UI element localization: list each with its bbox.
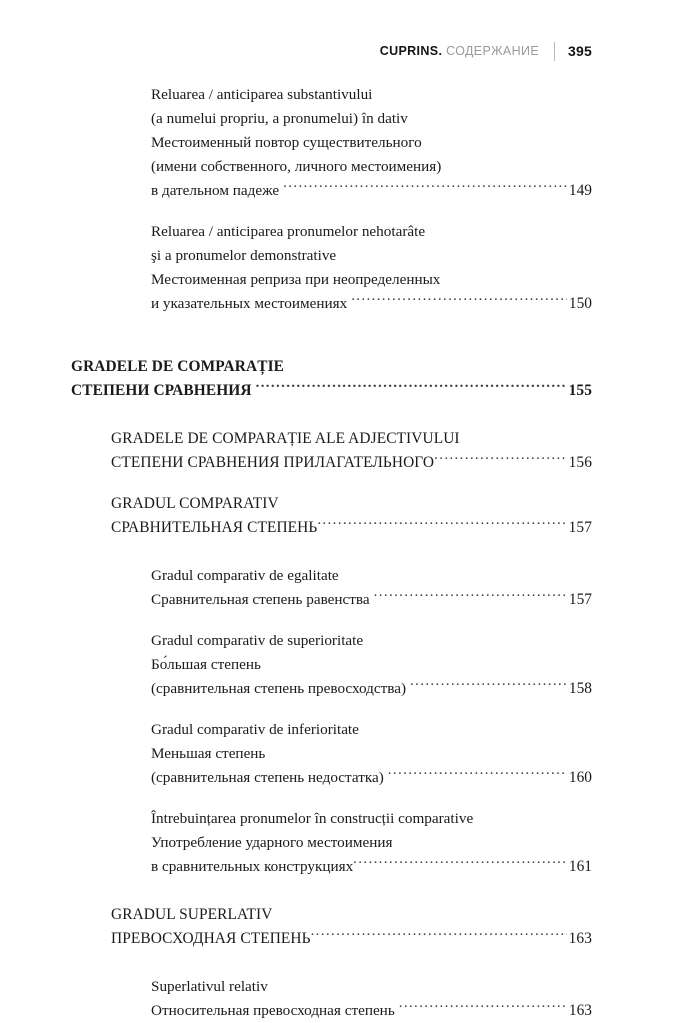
toc-entry-line — [151, 292, 592, 316]
toc-entry-line — [151, 629, 592, 653]
dot-leader — [353, 856, 567, 871]
toc-entry-text: GRADUL SUPERLATIV — [111, 906, 273, 923]
toc-entry-line — [111, 927, 592, 951]
toc-entry-text: (a numelui propriu, a pronumelui) în dativ — [151, 110, 408, 127]
toc-entry-line — [151, 564, 592, 588]
dot-leader — [388, 767, 567, 782]
toc-entry-text: Superlativul relativ — [151, 978, 268, 995]
dot-leader — [399, 1000, 567, 1015]
toc-entry-text: (имени собственного, личного местоимения) — [151, 158, 442, 175]
toc-entry-line — [111, 451, 592, 475]
toc-entry-text: GRADELE DE COMPARAȚIE — [71, 358, 285, 375]
dot-leader — [374, 589, 567, 604]
toc-entry-line — [151, 807, 592, 831]
toc-entry[interactable] — [111, 492, 592, 540]
page-number: 395 — [568, 43, 592, 59]
toc-entry-line — [151, 742, 592, 766]
toc-entry-line — [71, 355, 592, 379]
toc-entry-text: Reluarea / anticiparea pronumelor nehotarâte — [151, 223, 426, 240]
toc-entry[interactable] — [151, 807, 592, 879]
toc-entry-text: СТЕПЕНИ СРАВНЕНИЯ ПРИЛАГАТЕЛЬНОГО — [111, 454, 435, 471]
toc-entry-text: в сравнительных конструкциях — [151, 858, 354, 875]
toc-entry[interactable] — [71, 355, 592, 403]
dot-leader — [256, 380, 567, 395]
toc-entry-text: Gradul comparativ de inferioritate — [151, 721, 359, 738]
toc-entry-line — [151, 244, 592, 268]
dot-leader — [351, 293, 567, 308]
toc-entry-text: Бо́льшая степень — [151, 656, 261, 673]
toc-entry-line — [111, 516, 592, 540]
toc-entry-line — [151, 999, 592, 1023]
toc-entry-line — [111, 492, 592, 516]
table-of-contents — [0, 83, 680, 1023]
toc-entry-text: Относительная превосходная степень — [151, 1002, 395, 1019]
toc-entry-line — [151, 83, 592, 107]
header-title-ru: СОДЕРЖАНИЕ — [446, 44, 540, 58]
toc-entry-page-number: 149 — [568, 182, 592, 199]
toc-entry-text: СРАВНИТЕЛЬНАЯ СТЕПЕНЬ — [111, 519, 318, 536]
toc-entry-line — [151, 588, 592, 612]
toc-entry-line — [151, 220, 592, 244]
toc-entry[interactable] — [151, 83, 592, 203]
toc-entry-text: Reluarea / anticiparea substantivului — [151, 86, 373, 103]
toc-entry-text: в дательном падеже — [151, 182, 280, 199]
toc-entry-line — [111, 427, 592, 451]
toc-entry-line — [111, 903, 592, 927]
toc-entry-line — [151, 677, 592, 701]
toc-entry-text: GRADELE DE COMPARAȚIE ALE ADJECTIVULUI — [111, 430, 460, 447]
header-title — [380, 44, 539, 58]
toc-entry[interactable] — [111, 427, 592, 475]
toc-entry-text: ПРЕВОСХОДНАЯ СТЕПЕНЬ — [111, 930, 311, 947]
toc-entry-page-number: 157 — [568, 591, 592, 608]
toc-entry-line — [151, 155, 592, 179]
toc-entry-line — [151, 179, 592, 203]
toc-entry-text: şi a pronumelor demonstrative — [151, 247, 337, 264]
toc-entry-text: Сравнительная степень равенства — [151, 591, 370, 608]
toc-entry-line — [151, 855, 592, 879]
toc-entry-line — [151, 975, 592, 999]
toc-entry-text: (сравнительная степень превосходства) — [151, 680, 407, 697]
toc-entry-page-number: 158 — [568, 680, 592, 697]
toc-entry-line — [151, 107, 592, 131]
toc-entry-line — [151, 766, 592, 790]
toc-entry-page-number: 157 — [568, 519, 592, 536]
dot-leader — [311, 928, 567, 943]
toc-entry-page-number: 155 — [568, 382, 592, 399]
toc-entry-line — [151, 131, 592, 155]
toc-entry[interactable] — [111, 903, 592, 951]
toc-entry-text: Местоименная реприза при неопределенных — [151, 271, 441, 288]
header-divider — [554, 42, 555, 61]
dot-leader — [283, 180, 567, 195]
toc-entry[interactable] — [151, 564, 592, 612]
toc-entry-page-number: 160 — [568, 769, 592, 786]
toc-entry-page-number: 150 — [568, 295, 592, 312]
toc-entry-line — [71, 379, 592, 403]
toc-entry-line — [151, 268, 592, 292]
toc-entry-text: Întrebuințarea pronumelor în construcții comparative — [151, 810, 474, 827]
toc-entry-line — [151, 831, 592, 855]
header-title-ro: CUPRINS. — [379, 44, 443, 58]
toc-entry-text: GRADUL COMPARATIV — [111, 495, 279, 512]
toc-entry[interactable] — [151, 718, 592, 790]
toc-entry-text: и указательных местоимениях — [151, 295, 348, 312]
toc-entry-text: Употребление ударного местоимения — [151, 834, 393, 851]
toc-entry-text: Меньшая степень — [151, 745, 266, 762]
toc-entry-text: Местоименный повтор существительного — [151, 134, 422, 151]
toc-entry-page-number: 163 — [568, 1002, 592, 1019]
toc-entry[interactable] — [151, 220, 592, 316]
toc-entry-text: Gradul comparativ de egalitate — [151, 567, 339, 584]
toc-entry-page-number: 161 — [568, 858, 592, 875]
running-header — [71, 40, 592, 62]
toc-entry-text: (сравнительная степень недостатка) — [151, 769, 384, 786]
toc-entry-text: СТЕПЕНИ СРАВНЕНИЯ — [71, 382, 252, 399]
dot-leader — [410, 678, 567, 693]
dot-leader — [317, 517, 566, 532]
toc-entry-text: Gradul comparativ de superioritate — [151, 632, 364, 649]
toc-entry[interactable] — [151, 629, 592, 701]
toc-entry-line — [151, 718, 592, 742]
toc-entry-line — [151, 653, 592, 677]
dot-leader — [434, 452, 566, 467]
toc-entry[interactable] — [151, 975, 592, 1023]
toc-entry-page-number: 163 — [568, 930, 592, 947]
toc-entry-page-number: 156 — [568, 454, 592, 471]
